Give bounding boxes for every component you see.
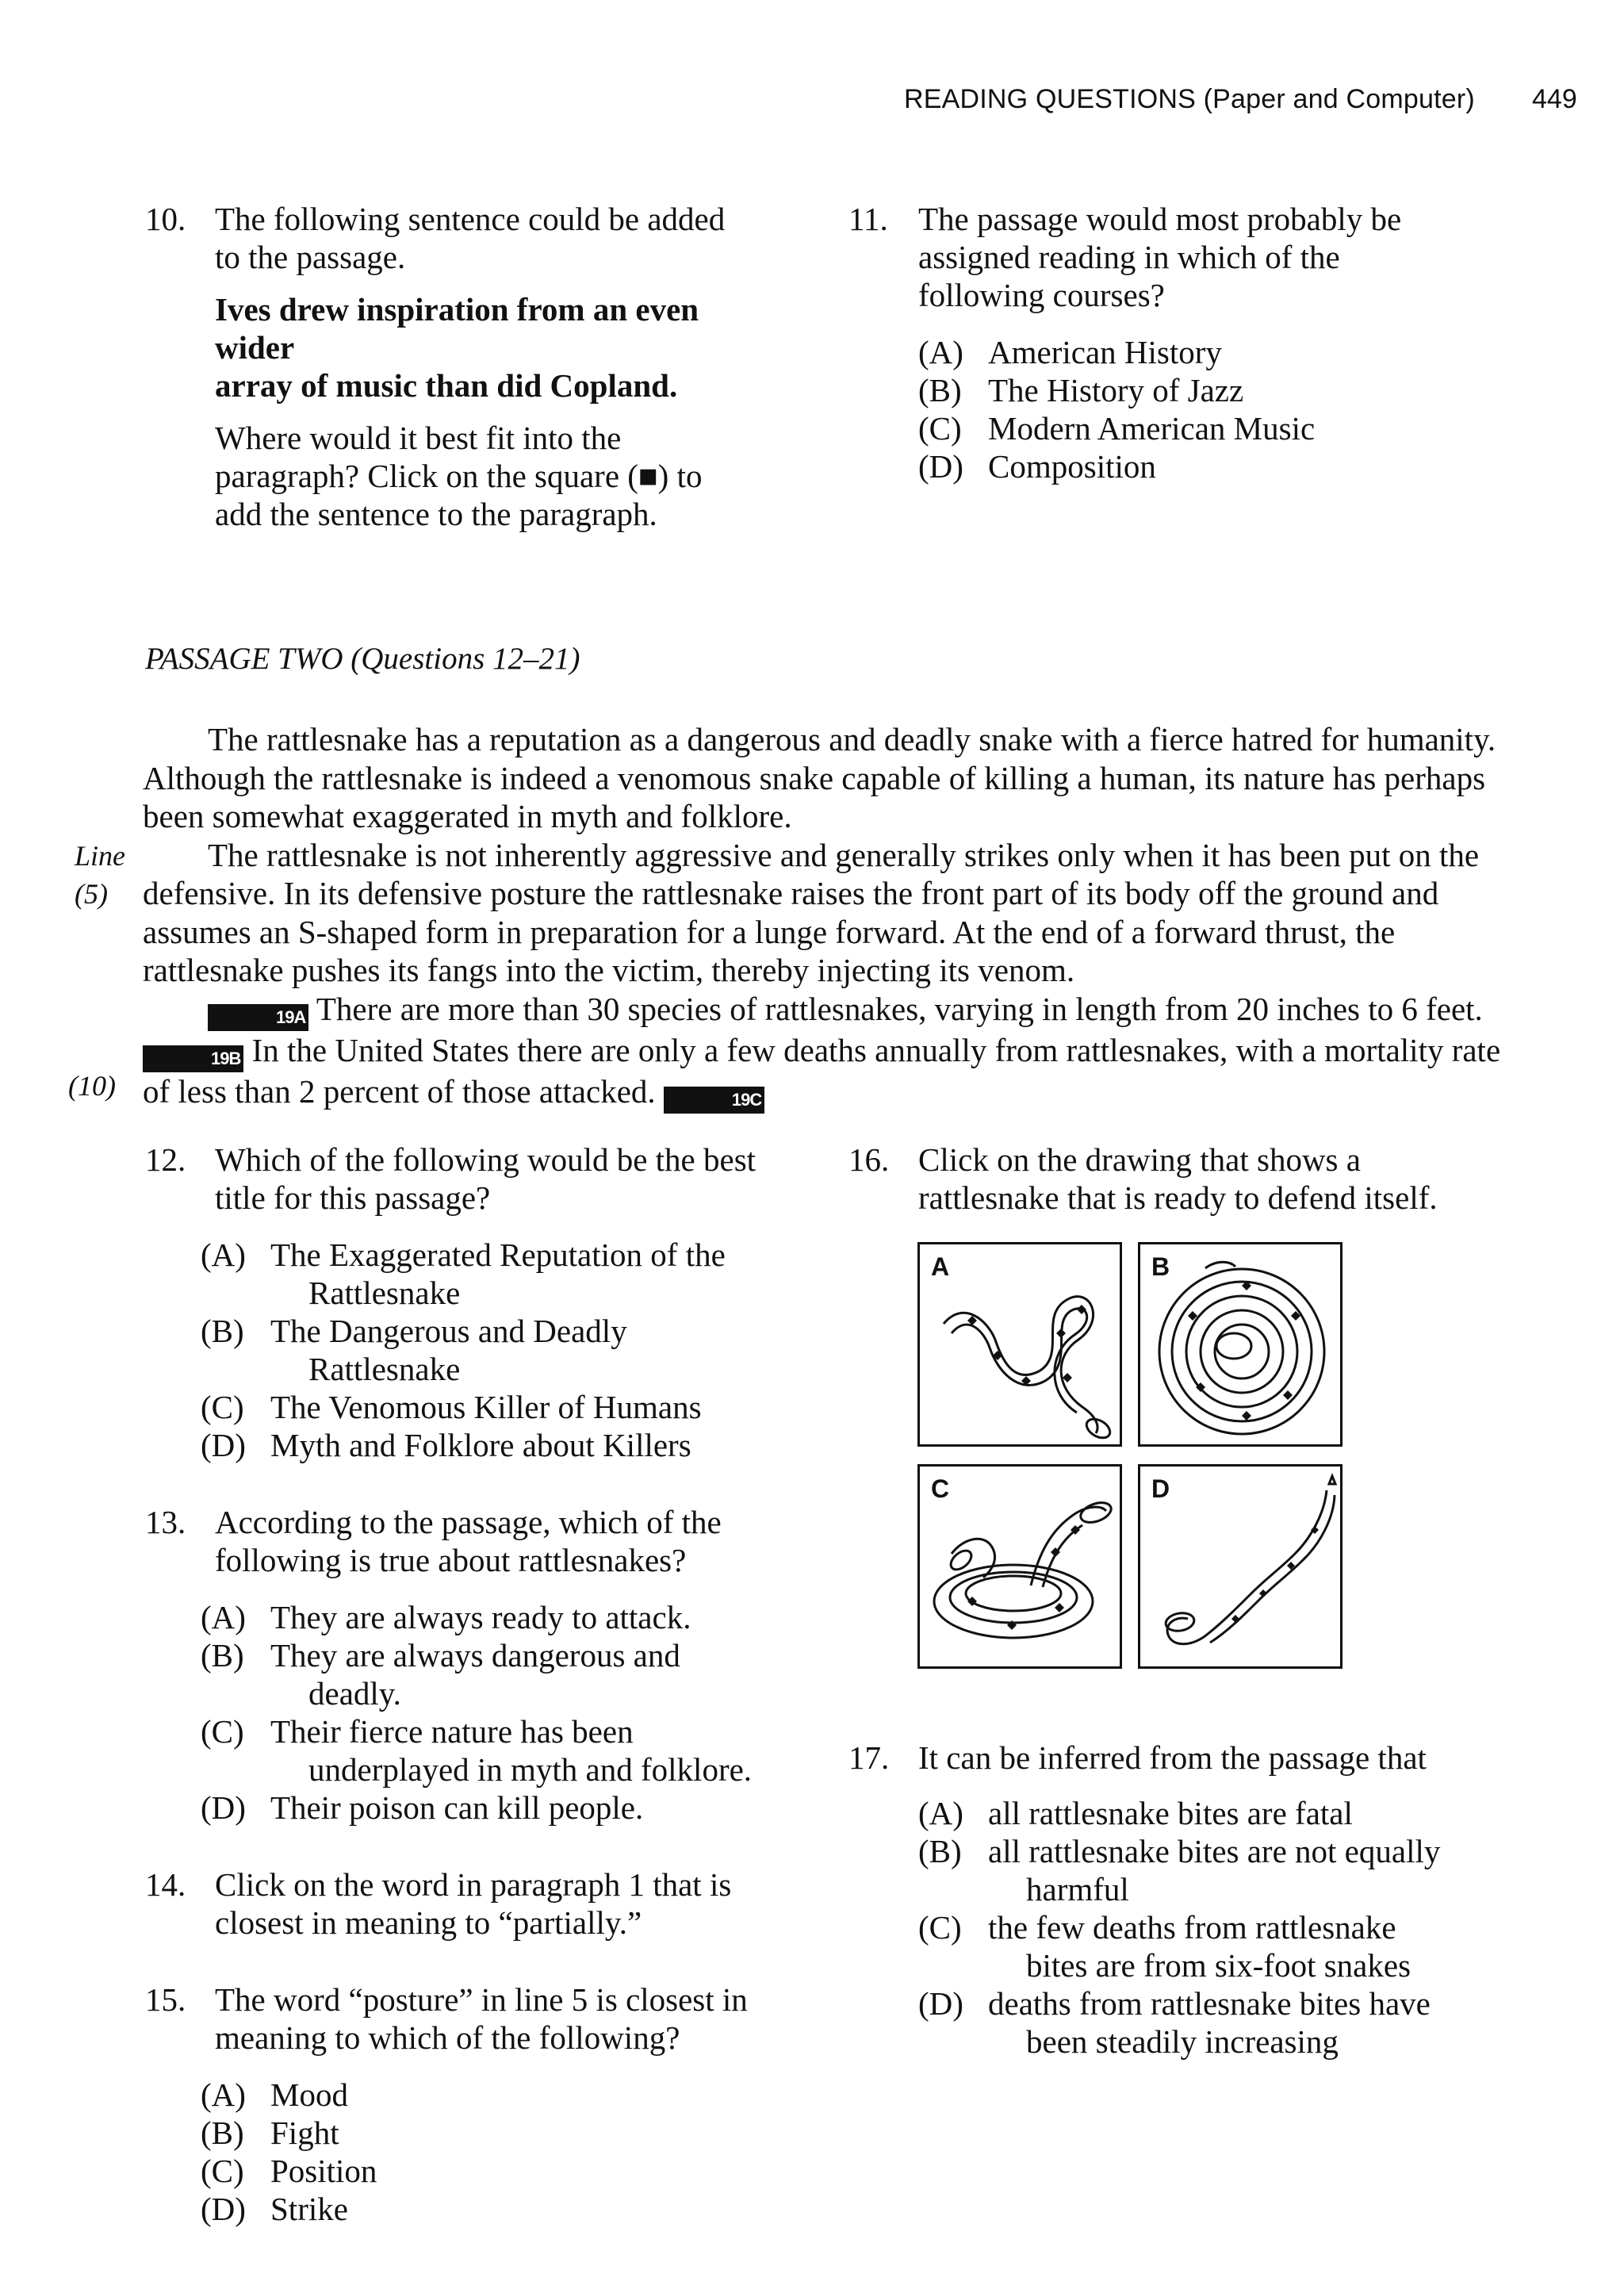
answer-options	[201, 1236, 726, 1464]
answer-options	[918, 333, 1315, 485]
answer-option-b[interactable]: (B) Fight	[201, 2115, 339, 2151]
drawing-option-c[interactable]	[917, 1464, 1122, 1669]
stem-line: following courses?	[918, 277, 1165, 313]
page-number: 449	[1532, 84, 1577, 114]
answer-option-a[interactable]: (A) They are always ready to attack.	[201, 1599, 691, 1635]
insert-sentence-line: array of music than did Copland.	[215, 367, 678, 404]
answer-options	[918, 1794, 1440, 2061]
passage-heading: PASSAGE TWO (Questions 12–21)	[145, 642, 580, 676]
stem-line: meaning to which of the following?	[215, 2019, 680, 2056]
answer-option-a[interactable]: (A) Mood	[201, 2076, 348, 2113]
question-number: 17.	[848, 1739, 890, 1776]
insert-sentence-line: Ives drew inspiration from an even wider	[215, 291, 699, 366]
answer-option-a[interactable]: (A) all rattlesnake bites are fatal	[918, 1795, 1353, 1831]
answer-options	[201, 2076, 377, 2228]
stem-line: assigned reading in which of the	[918, 239, 1340, 275]
passage-paragraph-1[interactable]: The rattlesnake has a reputation as a dangerous and deadly snake with a fierce hatred for humanity. Although the rattlesnake is indeed a venomous snake capable of killing a human, its nature has perhaps been somewhat exaggerated in myth and folklore.	[143, 721, 1496, 834]
stem-line: following is true about rattlesnakes?	[215, 1542, 687, 1578]
question-number: 16.	[848, 1141, 890, 1178]
drawing-option-d[interactable]	[1138, 1464, 1342, 1669]
coiled-snake-icon	[1140, 1244, 1340, 1444]
question-number: 15.	[145, 1981, 186, 2018]
stem-line: title for this passage?	[215, 1179, 491, 1216]
stem-line: It can be inferred from the passage that	[918, 1739, 1427, 1776]
line-number-5: (5)	[75, 878, 108, 910]
question-13	[145, 1503, 843, 1836]
stem-line: The following sentence could be added	[215, 201, 726, 237]
question-stem	[215, 1980, 748, 2057]
stem-line: The word “posture” in line 5 is closest in	[215, 1981, 748, 2018]
question-stem	[918, 1739, 1427, 1777]
drawing-label: B	[1151, 1252, 1170, 1281]
insertion-square-19a[interactable]: 19A	[208, 1004, 308, 1031]
answer-option-b[interactable]: (B) They are always dangerous and deadly.	[201, 1637, 680, 1712]
stem-line: Click on the drawing that shows a	[918, 1141, 1361, 1178]
passage-sentence: There are more than 30 species of rattlesnakes, varying in length from 20 inches to 6 feet.	[316, 990, 1483, 1027]
answer-option-c[interactable]: (C) Their fierce nature has been underplayed in myth and folklore.	[201, 1713, 753, 1788]
question-17	[848, 1739, 1562, 2072]
stem-line: paragraph? Click on the square (■) to	[215, 458, 703, 494]
drawing-option-b[interactable]	[1138, 1242, 1342, 1447]
answer-options	[201, 1598, 752, 1827]
question-number: 12.	[145, 1141, 186, 1178]
question-16	[848, 1141, 1562, 1228]
answer-option-a[interactable]: (A) American History	[918, 334, 1222, 370]
answer-option-d[interactable]: (D) deaths from rattlesnake bites have been steadily increasing	[918, 1985, 1431, 2060]
question-stem	[215, 1503, 722, 1579]
stem-line: The passage would most probably be	[918, 201, 1402, 237]
answer-option-d[interactable]: (D) Strike	[201, 2191, 348, 2227]
reading-passage	[143, 720, 1515, 1114]
answer-option-d[interactable]: (D) Their poison can kill people.	[201, 1789, 644, 1826]
question-number: 10.	[145, 201, 186, 237]
answer-option-c[interactable]: (C) the few deaths from rattlesnake bites are from six-foot snakes	[918, 1909, 1411, 1984]
question-stem	[215, 200, 779, 533]
answer-option-d[interactable]: (D) Myth and Folklore about Killers	[201, 1427, 691, 1463]
passage-paragraph-2: The rattlesnake is not inherently aggressive and generally strikes only when it has been put on the defensive. In its defensive posture the rattlesnake raises the front part of its body off the ground and assumes an S-shaped form in preparation for a lunge forward. At the end of a forward thrust, the rattlesnake pushes its fangs into the victim, thereby injecting its venom.	[143, 836, 1480, 988]
question-12	[145, 1141, 843, 1474]
stem-line: add the sentence to the paragraph.	[215, 496, 657, 532]
s-curve-snake-icon	[920, 1244, 1120, 1444]
insertion-square-19b[interactable]: 19B	[143, 1045, 243, 1072]
question-number: 13.	[145, 1504, 186, 1540]
stem-line: Click on the word in paragraph 1 that is	[215, 1866, 732, 1903]
answer-option-c[interactable]: (C) The Venomous Killer of Humans	[201, 1389, 702, 1425]
slithering-snake-icon	[1140, 1467, 1340, 1666]
stem-line: to the passage.	[215, 239, 406, 275]
drawing-label: A	[931, 1252, 950, 1281]
answer-option-b[interactable]: (B) all rattlesnake bites are not equally harmful	[918, 1833, 1441, 1908]
answer-option-c[interactable]: (C) Modern American Music	[918, 410, 1316, 447]
question-10	[145, 200, 779, 532]
stem-line: Where would it best fit into the	[215, 420, 622, 456]
question-stem	[918, 200, 1401, 314]
question-stem	[918, 1141, 1438, 1217]
drawing-option-a[interactable]	[917, 1242, 1122, 1447]
question-number: 11.	[848, 201, 888, 237]
question-number: 14.	[145, 1866, 186, 1903]
raised-coiled-snake-icon	[920, 1467, 1120, 1666]
stem-line: According to the passage, which of the	[215, 1504, 722, 1540]
stem-line: closest in meaning to “partially.”	[215, 1904, 642, 1941]
answer-option-b[interactable]: (B) The Dangerous and Deadly Rattlesnake	[201, 1313, 627, 1387]
question-stem	[215, 1141, 756, 1217]
question-14	[145, 1865, 843, 1945]
insertion-square-19c[interactable]: 19C	[664, 1087, 764, 1114]
line-label: Line	[75, 840, 126, 872]
line-number-10: (10)	[68, 1070, 116, 1102]
passage-sentence: In the United States there are only a few deaths annually from rattlesnakes, with a mortality rate of less than 2 percent of those attacked.	[143, 1031, 1501, 1110]
stem-line: Which of the following would be the best	[215, 1141, 756, 1178]
answer-option-c[interactable]: (C) Position	[201, 2153, 377, 2189]
drawing-label: D	[1151, 1474, 1170, 1503]
running-head: READING QUESTIONS (Paper and Computer)	[904, 84, 1475, 114]
stem-line: rattlesnake that is ready to defend itself.	[918, 1179, 1438, 1216]
answer-option-d[interactable]: (D) Composition	[918, 448, 1156, 485]
drawing-label: C	[931, 1474, 950, 1503]
answer-option-b[interactable]: (B) The History of Jazz	[918, 372, 1244, 408]
answer-option-a[interactable]: (A) The Exaggerated Reputation of the Rattlesnake	[201, 1237, 726, 1311]
question-15	[145, 1980, 843, 2250]
passage-paragraph-3	[143, 990, 1515, 1114]
question-11	[848, 200, 1562, 501]
question-stem	[215, 1865, 731, 1942]
